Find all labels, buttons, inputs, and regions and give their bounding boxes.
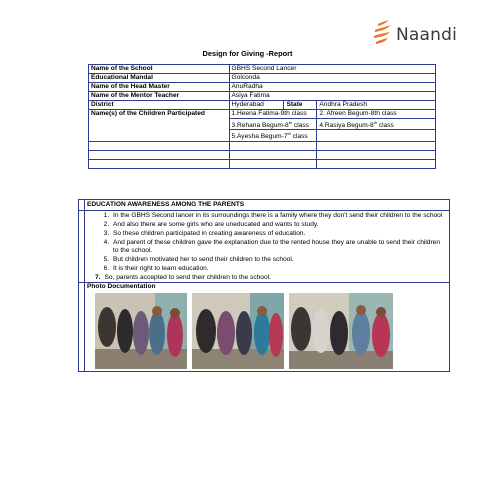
- child-5: 5.Ayesha Begum-7th class: [229, 130, 317, 142]
- table-row: [89, 74, 436, 83]
- table-row: [89, 83, 436, 92]
- child-2: 2. Afreen Begum-8th class: [317, 110, 436, 119]
- empty-cell: [317, 130, 436, 142]
- table-row: [89, 101, 436, 110]
- list-item: 2. And also there are some girls who are uneducated and wants to study.: [111, 221, 447, 229]
- photo-2: [192, 293, 284, 369]
- naandi-logo: [372, 20, 462, 48]
- table-row: [89, 160, 436, 169]
- awareness-table: [78, 199, 450, 372]
- list-item: 1. In the GBHS Second lancer in its surroundings there is a family where they don't send their children to the school: [111, 212, 447, 220]
- table-row: [89, 65, 436, 74]
- awareness-heading: EDUCATION AWARENESS AMONG THE PARENTS: [85, 200, 450, 211]
- child-4: 4.Rasiya Begum-8th class: [317, 118, 436, 130]
- children-label: Name(s) of the Children Participated: [89, 110, 230, 142]
- school-label: Name of the School: [89, 65, 230, 74]
- head-master-value: AnuRadha: [229, 83, 435, 92]
- mandal-label: Educational Mandal: [89, 74, 230, 83]
- logo-wordmark: Naandi: [396, 25, 458, 45]
- list-item: 5. But children motivated her to send their children to the school.: [111, 256, 447, 264]
- state-value: Andhra Pradesh: [317, 101, 436, 110]
- mandal-value: Golconda: [229, 74, 435, 83]
- school-value: GBHS Second Lancer: [229, 65, 435, 74]
- photo-1: [95, 293, 187, 369]
- list-item: 4. And parent of these children gave the explanation due to the rented house they are unable to send their children to the school.: [111, 239, 447, 254]
- table-row: [89, 92, 436, 101]
- district-value: Hyderabad: [229, 101, 284, 110]
- table-row: [79, 200, 450, 211]
- list-item: 3. So these children participated in creating awareness of education.: [111, 230, 447, 238]
- list-item-7: 7. So, parents accepted to send their children to the school.: [95, 274, 271, 282]
- awareness-content: [85, 210, 450, 283]
- mentor-value: Asiya Fatima: [229, 92, 435, 101]
- table-row: [89, 142, 436, 151]
- table-row: [89, 110, 436, 119]
- photo-3: [289, 293, 393, 369]
- head-master-label: Name of the Head Master: [89, 83, 230, 92]
- school-info-table: [88, 64, 436, 169]
- photo-section: [85, 283, 450, 372]
- table-row: [89, 151, 436, 160]
- mentor-label: Name of the Mentor Teacher: [89, 92, 230, 101]
- table-row: [79, 210, 450, 283]
- child-1: 1.Heena Fatima-9th class: [229, 110, 317, 119]
- naandi-flame-logo-icon: [372, 20, 394, 48]
- table-row: [79, 283, 450, 372]
- awareness-list: [87, 212, 447, 273]
- district-label: District: [89, 101, 230, 110]
- photo-strip: [87, 291, 447, 371]
- report-title: Design for Giving -Report: [202, 49, 293, 58]
- list-item: 6. It is their right to learn education.: [111, 265, 447, 273]
- child-3: 3.Rehana Begum-8th class: [229, 118, 317, 130]
- photo-heading: Photo Documentation: [87, 283, 156, 291]
- state-label: State: [284, 101, 317, 110]
